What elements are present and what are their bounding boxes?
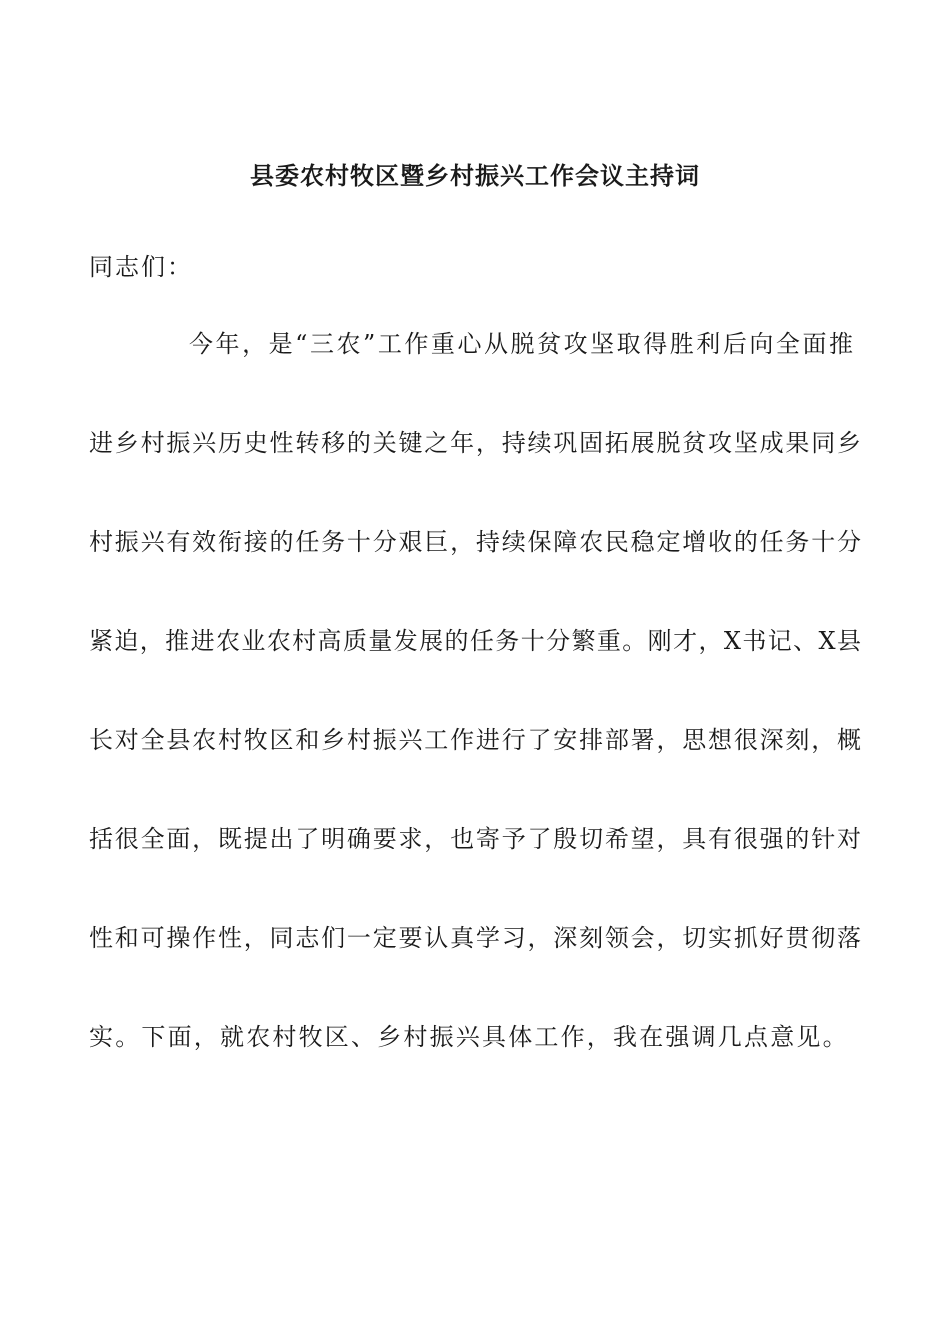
paragraph-line: 今年，是“三农”工作重心从脱贫攻坚取得胜利后向全面推 — [189, 330, 853, 358]
paragraph-line: 括很全面，既提出了明确要求，也寄予了殷切希望，具有很强的针对 — [89, 825, 861, 853]
paragraph-line: 性和可操作性，同志们一定要认真学习，深刻领会，切实抓好贯彻落 — [89, 924, 861, 952]
salutation: 同志们： — [89, 253, 193, 281]
document-title: 县委农村牧区暨乡村振兴工作会议主持词 — [250, 162, 700, 190]
paragraph-line: 长对全县农村牧区和乡村振兴工作进行了安排部署，思想很深刻，概 — [89, 726, 861, 754]
paragraph-line: 实。下面，就农村牧区、乡村振兴具体工作，我在强调几点意见。 — [89, 1023, 849, 1051]
paragraph-line: 村振兴有效衔接的任务十分艰巨，持续保障农民稳定增收的任务十分 — [89, 528, 861, 556]
paragraph-line: 进乡村振兴历史性转移的关键之年，持续巩固拓展脱贫攻坚成果同乡 — [89, 429, 861, 457]
paragraph-line: 紧迫，推进农业农村高质量发展的任务十分繁重。刚才，X书记、X县 — [89, 627, 861, 655]
